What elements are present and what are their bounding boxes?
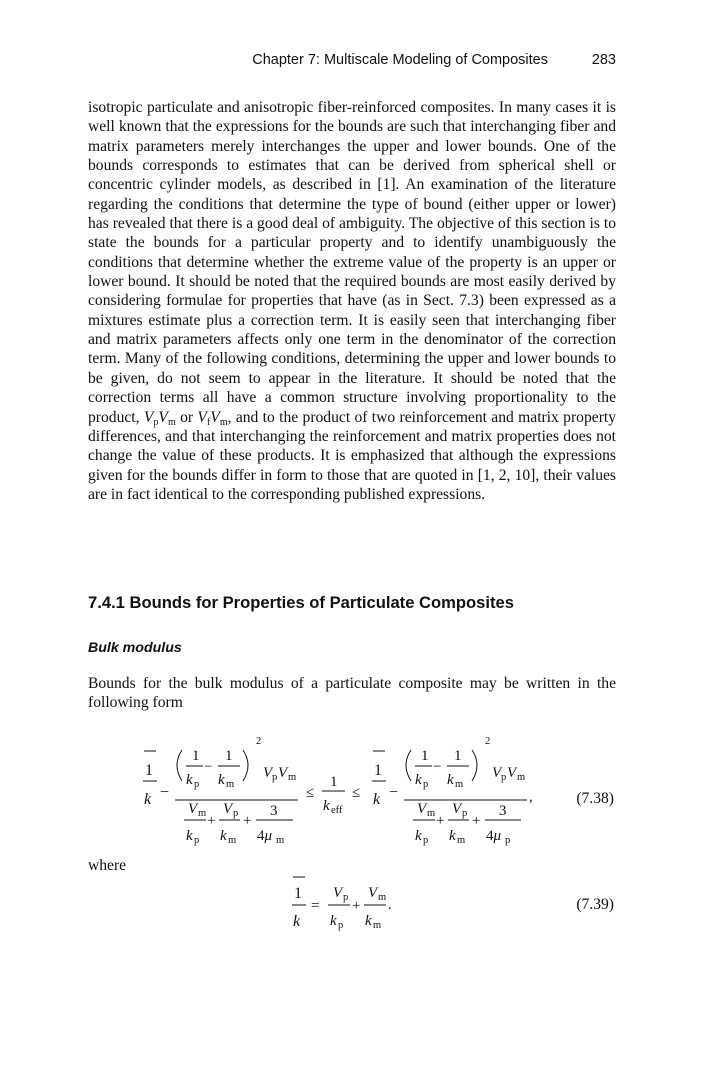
svg-text:≤: ≤ xyxy=(306,785,315,801)
svg-text:m: m xyxy=(427,808,436,819)
svg-text:V: V xyxy=(333,885,343,901)
svg-text:+: + xyxy=(243,813,252,829)
svg-text:k: k xyxy=(218,772,225,788)
svg-text:2: 2 xyxy=(485,736,491,747)
svg-text:k: k xyxy=(144,791,152,808)
subsection-heading: Bulk modulus xyxy=(88,640,182,656)
svg-text:k: k xyxy=(449,828,456,844)
svg-text:V: V xyxy=(368,885,378,901)
svg-text:m: m xyxy=(378,892,387,903)
svg-text:+: + xyxy=(472,813,481,829)
svg-text:k: k xyxy=(293,913,301,930)
svg-text:m: m xyxy=(198,808,207,819)
svg-text:=: = xyxy=(311,898,320,914)
intro-paragraph: Bounds for the bulk modulus of a particulate composite may be written in the following form xyxy=(88,675,616,712)
svg-text:1: 1 xyxy=(330,774,338,790)
svg-text:3: 3 xyxy=(270,803,278,819)
svg-text:−: − xyxy=(204,759,213,775)
svg-text:1: 1 xyxy=(192,748,200,764)
svg-text:p: p xyxy=(343,892,349,903)
svg-text:k: k xyxy=(373,791,381,808)
svg-text:k: k xyxy=(330,913,337,929)
svg-text:m: m xyxy=(457,835,466,846)
equation-number-7-38: (7.38) xyxy=(576,790,614,807)
svg-text:V: V xyxy=(507,765,517,781)
svg-text:V: V xyxy=(263,765,273,781)
svg-text:V: V xyxy=(188,801,198,817)
svg-text:≤: ≤ xyxy=(352,785,361,801)
svg-text:+: + xyxy=(207,813,216,829)
chapter-title: Chapter 7: Multiscale Modeling of Composites xyxy=(252,52,548,68)
svg-text:m: m xyxy=(455,779,464,790)
svg-text:p: p xyxy=(462,808,468,819)
svg-text:V: V xyxy=(223,801,233,817)
svg-text:m: m xyxy=(373,920,382,931)
svg-text:2: 2 xyxy=(256,736,262,747)
svg-text:m: m xyxy=(288,772,297,783)
svg-text:eff: eff xyxy=(331,805,343,816)
section-heading: 7.4.1 Bounds for Properties of Particulate Composites xyxy=(88,593,515,612)
svg-text:−: − xyxy=(389,784,399,801)
svg-text:V: V xyxy=(417,801,427,817)
svg-text:k: k xyxy=(415,772,422,788)
where-label: where xyxy=(88,857,127,874)
svg-text:p: p xyxy=(505,835,511,846)
svg-text:1: 1 xyxy=(374,762,382,779)
paragraph-text-part1: isotropic particulate and anisotropic fiber-reinforced composites. In many cases it is well known that the expressions for the bounds are such that interchanging fiber and matrix parameters merely interchanges the upper and lower bounds. One of the bounds corresponds to estimates that can be derived from spherical shell or concentric cylinder models, as described in [1]. An examination of the literature regarding the conditions that determine the type of bound (either upper or lower) has revealed that there is a good deal of ambiguity. The objective of this section is to state the bounds for a particular property and to identify unambiguously the conditions that determine whether the extreme value of the property is an upper or lower bound. It should be noted that the required bounds are most easily derived by considering formulae for properties that have (as in Sect. 7.3) been expressed as a mixtures estimate plus a correction term. It is easily seen that interchanging fiber and matrix parameters affects only one term in the denominator of the correction term. Many of the following conditions, determining the upper and lower bounds to be given, do not seem to appear in the literature. It should be noted that the correction terms all have a common structure involving proportionality to the product, xyxy=(88,99,616,426)
paragraph-or-word: or xyxy=(180,408,194,426)
svg-text:4μ: 4μ xyxy=(257,828,273,844)
svg-text:−: − xyxy=(160,784,170,801)
svg-text:m: m xyxy=(276,835,285,846)
svg-text:,: , xyxy=(529,789,533,805)
svg-text:k: k xyxy=(447,772,454,788)
svg-text:.: . xyxy=(388,897,392,913)
svg-text:k: k xyxy=(323,798,330,814)
svg-text:p: p xyxy=(272,772,278,783)
body-paragraph: isotropic particulate and anisotropic fiber-reinforced composites. In many cases it is well known that the expressions for the bounds are such that interchanging fiber and matrix parameters merely interchanges the upper and lower bounds. One of the bounds corresponds to estimates that can be derived from spherical shell or concentric cylinder models, as described in [1]. An examination of the literature regarding the conditions that determine the type of bound (either upper or lower) has revealed that there is a good deal of ambiguity. The objective of this section is to state the bounds for a particular property and to identify unambiguously the conditions that determine whether the extreme value of the property is an upper or lower bound. It should be noted that the required bounds are most easily derived by considering formulae for properties that have (as in Sect. 7.3) been expressed as a mixtures estimate plus a correction term. It is easily seen that interchanging fiber and matrix parameters affects only one term in the denominator of the correction term. Many of the following conditions, determining the upper and lower bounds to be given, do not seem to appear in the literature. It should be noted that the correction terms all have a common structure involving proportionality to the product, $V_pV_m$ or $V_fV_m$, and to the product of two reinforcement and matrix property differences, and that interchanging the reinforcement and matrix properties does not change the value of these products. It is emphasized that although the expressions given for the bounds differ in form to those that are quoted in [1, 2, 10], their values are in fact identical to the corresponding published expressions. xyxy=(88,99,617,503)
svg-text:k: k xyxy=(186,828,193,844)
svg-text:+: + xyxy=(352,898,361,914)
svg-text:p: p xyxy=(338,920,344,931)
svg-text:k: k xyxy=(365,913,372,929)
svg-text:1: 1 xyxy=(454,748,462,764)
svg-text:p: p xyxy=(423,835,429,846)
page-number: 283 xyxy=(591,52,616,68)
svg-text:k: k xyxy=(186,772,193,788)
svg-text:p: p xyxy=(501,772,507,783)
svg-text:m: m xyxy=(517,772,526,783)
svg-text:3: 3 xyxy=(499,803,507,819)
svg-text:m: m xyxy=(226,779,235,790)
svg-text:p: p xyxy=(423,779,429,790)
svg-text:1: 1 xyxy=(294,885,302,902)
svg-text:1: 1 xyxy=(225,748,233,764)
svg-text:p: p xyxy=(194,779,200,790)
svg-text:p: p xyxy=(194,835,200,846)
svg-text:V: V xyxy=(452,801,462,817)
svg-text:k: k xyxy=(415,828,422,844)
svg-text:−: − xyxy=(433,759,442,775)
paragraph-text-part2: , and to the product of two reinforcement and matrix property differences, and that interchanging the reinforcement and matrix properties does not change the value of these products. It is emphasized that although the expressions given for the bounds differ in form to those that are quoted in [1, 2, 10], their values are in fact identical to the corresponding published expressions. xyxy=(88,408,617,503)
svg-text:m: m xyxy=(228,835,237,846)
svg-text:V: V xyxy=(278,765,288,781)
svg-text:1: 1 xyxy=(421,748,429,764)
svg-text:p: p xyxy=(233,808,239,819)
svg-text:k: k xyxy=(220,828,227,844)
equation-number-7-39: (7.39) xyxy=(576,896,614,913)
svg-text:4μ: 4μ xyxy=(486,828,502,844)
svg-text:+: + xyxy=(436,813,445,829)
svg-text:1: 1 xyxy=(145,762,153,779)
svg-text:V: V xyxy=(492,765,502,781)
